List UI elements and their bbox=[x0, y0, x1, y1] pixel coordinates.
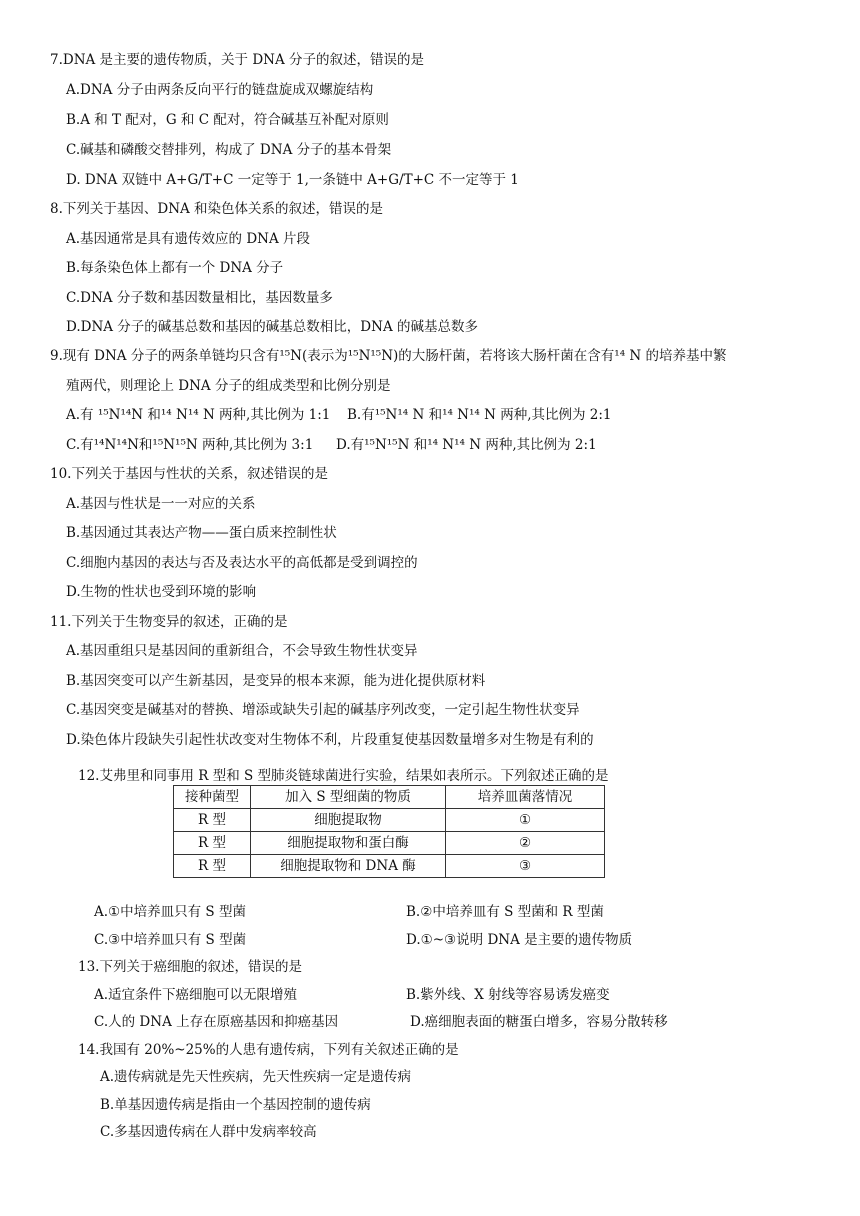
q8-stem: 8.下列关于基因、DNA 和染色体关系的叙述，错误的是 bbox=[50, 201, 384, 217]
q9-option-c: C.有¹⁴N¹⁴N和¹⁵N¹⁵N 两种,其比例为 3:1 bbox=[66, 437, 314, 453]
table-cell: R 型 bbox=[174, 832, 251, 855]
table-row bbox=[174, 832, 605, 855]
q7-option-c: C.碱基和磷酸交替排列，构成了 DNA 分子的基本骨架 bbox=[66, 142, 392, 158]
q13-option-a: A.适宜条件下癌细胞可以无限增殖 bbox=[94, 987, 298, 1003]
q11-option-c: C.基因突变是碱基对的替换、增添或缺失引起的碱基序列改变，一定引起生物性状变异 bbox=[66, 702, 580, 718]
q9-option-a: A.有 ¹⁵N¹⁴N 和¹⁴ N¹⁴ N 两种,其比例为 1:1 bbox=[66, 407, 331, 423]
q9-stem-line1: 9.现有 DNA 分子的两条单链均只含有¹⁵N(表示为¹⁵N¹⁵N)的大肠杆菌，若将该大肠杆菌在含有¹⁴ N 的培养基中繁 bbox=[50, 348, 727, 364]
q8-option-c: C.DNA 分子数和基因数量相比，基因数量多 bbox=[66, 290, 333, 306]
q12-option-b: B.②中培养皿有 S 型菌和 R 型菌 bbox=[406, 904, 604, 920]
q8-option-d: D.DNA 分子的碱基总数和基因的碱基总数相比，DNA 的碱基总数多 bbox=[66, 319, 478, 335]
q10-option-b: B.基因通过其表达产物——蛋白质来控制性状 bbox=[66, 525, 337, 541]
q7-option-b: B.A 和 T 配对，G 和 C 配对，符合碱基互补配对原则 bbox=[66, 112, 389, 128]
q7-option-d: D. DNA 双链中 A+G/T+C 一定等于 1,一条链中 A+G/T+C 不一定等于 1 bbox=[66, 172, 519, 188]
q13-option-d: D.癌细胞表面的糖蛋白增多，容易分散转移 bbox=[410, 1014, 668, 1030]
q12-stem: 12.艾弗里和同事用 R 型和 S 型肺炎链球菌进行实验，结果如表所示。下列叙述正确的是 bbox=[78, 768, 609, 784]
q12-table bbox=[173, 785, 605, 878]
q12-option-c: C.③中培养皿只有 S 型菌 bbox=[94, 932, 247, 948]
table-cell: R 型 bbox=[174, 809, 251, 832]
q13-option-c: C.人的 DNA 上存在原癌基因和抑癌基因 bbox=[94, 1014, 339, 1030]
table-cell: 细胞提取物 bbox=[251, 809, 446, 832]
q10-option-a: A.基因与性状是一一对应的关系 bbox=[66, 496, 256, 512]
q9-option-b: B.有¹⁵N¹⁴ N 和¹⁴ N¹⁴ N 两种,其比例为 2:1 bbox=[347, 407, 612, 423]
table-cell: R 型 bbox=[174, 855, 251, 878]
table-header: 接种菌型 bbox=[174, 786, 251, 809]
table-cell: ③ bbox=[446, 855, 605, 878]
q13-option-b: B.紫外线、X 射线等容易诱发癌变 bbox=[406, 987, 610, 1003]
q10-option-c: C.细胞内基因的表达与否及表达水平的高低都是受到调控的 bbox=[66, 555, 418, 571]
q8-option-a: A.基因通常是具有遗传效应的 DNA 片段 bbox=[66, 231, 311, 247]
q7-stem: 7.DNA 是主要的遗传物质，关于 DNA 分子的叙述，错误的是 bbox=[50, 52, 425, 68]
q11-stem: 11.下列关于生物变异的叙述，正确的是 bbox=[50, 614, 288, 630]
q14-option-c: C.多基因遗传病在人群中发病率较高 bbox=[100, 1124, 317, 1140]
q11-option-b: B.基因突变可以产生新基因，是变异的根本来源，能为进化提供原材料 bbox=[66, 673, 486, 689]
table-cell: 细胞提取物和蛋白酶 bbox=[251, 832, 446, 855]
table-cell: 细胞提取物和 DNA 酶 bbox=[251, 855, 446, 878]
q9-option-d: D.有¹⁵N¹⁵N 和¹⁴ N¹⁴ N 两种,其比例为 2:1 bbox=[336, 437, 597, 453]
table-header: 培养皿菌落情况 bbox=[446, 786, 605, 809]
q14-option-a: A.遗传病就是先天性疾病，先天性疾病一定是遗传病 bbox=[100, 1069, 412, 1085]
q12-option-a: A.①中培养皿只有 S 型菌 bbox=[94, 904, 246, 920]
q14-option-b: B.单基因遗传病是指由一个基因控制的遗传病 bbox=[100, 1097, 371, 1113]
table-header-row bbox=[174, 786, 605, 809]
table-row bbox=[174, 809, 605, 832]
q9-stem-line2: 殖两代，则理论上 DNA 分子的组成类型和比例分别是 bbox=[66, 378, 391, 394]
table-header: 加入 S 型细菌的物质 bbox=[251, 786, 446, 809]
q10-option-d: D.生物的性状也受到环境的影响 bbox=[66, 584, 257, 600]
q12-option-d: D.①~③说明 DNA 是主要的遗传物质 bbox=[406, 932, 633, 948]
table-cell: ② bbox=[446, 832, 605, 855]
q8-option-b: B.每条染色体上都有一个 DNA 分子 bbox=[66, 260, 284, 276]
table-cell: ① bbox=[446, 809, 605, 832]
q13-stem: 13.下列关于癌细胞的叙述，错误的是 bbox=[78, 959, 302, 975]
q10-stem: 10.下列关于基因与性状的关系，叙述错误的是 bbox=[50, 466, 328, 482]
table-row bbox=[174, 855, 605, 878]
q11-option-a: A.基因重组只是基因间的重新组合，不会导致生物性状变异 bbox=[66, 643, 418, 659]
q14-stem: 14.我国有 20%~25%的人患有遗传病，下列有关叙述正确的是 bbox=[78, 1042, 459, 1058]
q11-option-d: D.染色体片段缺失引起性状改变对生物体不利，片段重复使基因数量增多对生物是有利的 bbox=[66, 732, 594, 748]
q7-option-a: A.DNA 分子由两条反向平行的链盘旋成双螺旋结构 bbox=[66, 82, 374, 98]
